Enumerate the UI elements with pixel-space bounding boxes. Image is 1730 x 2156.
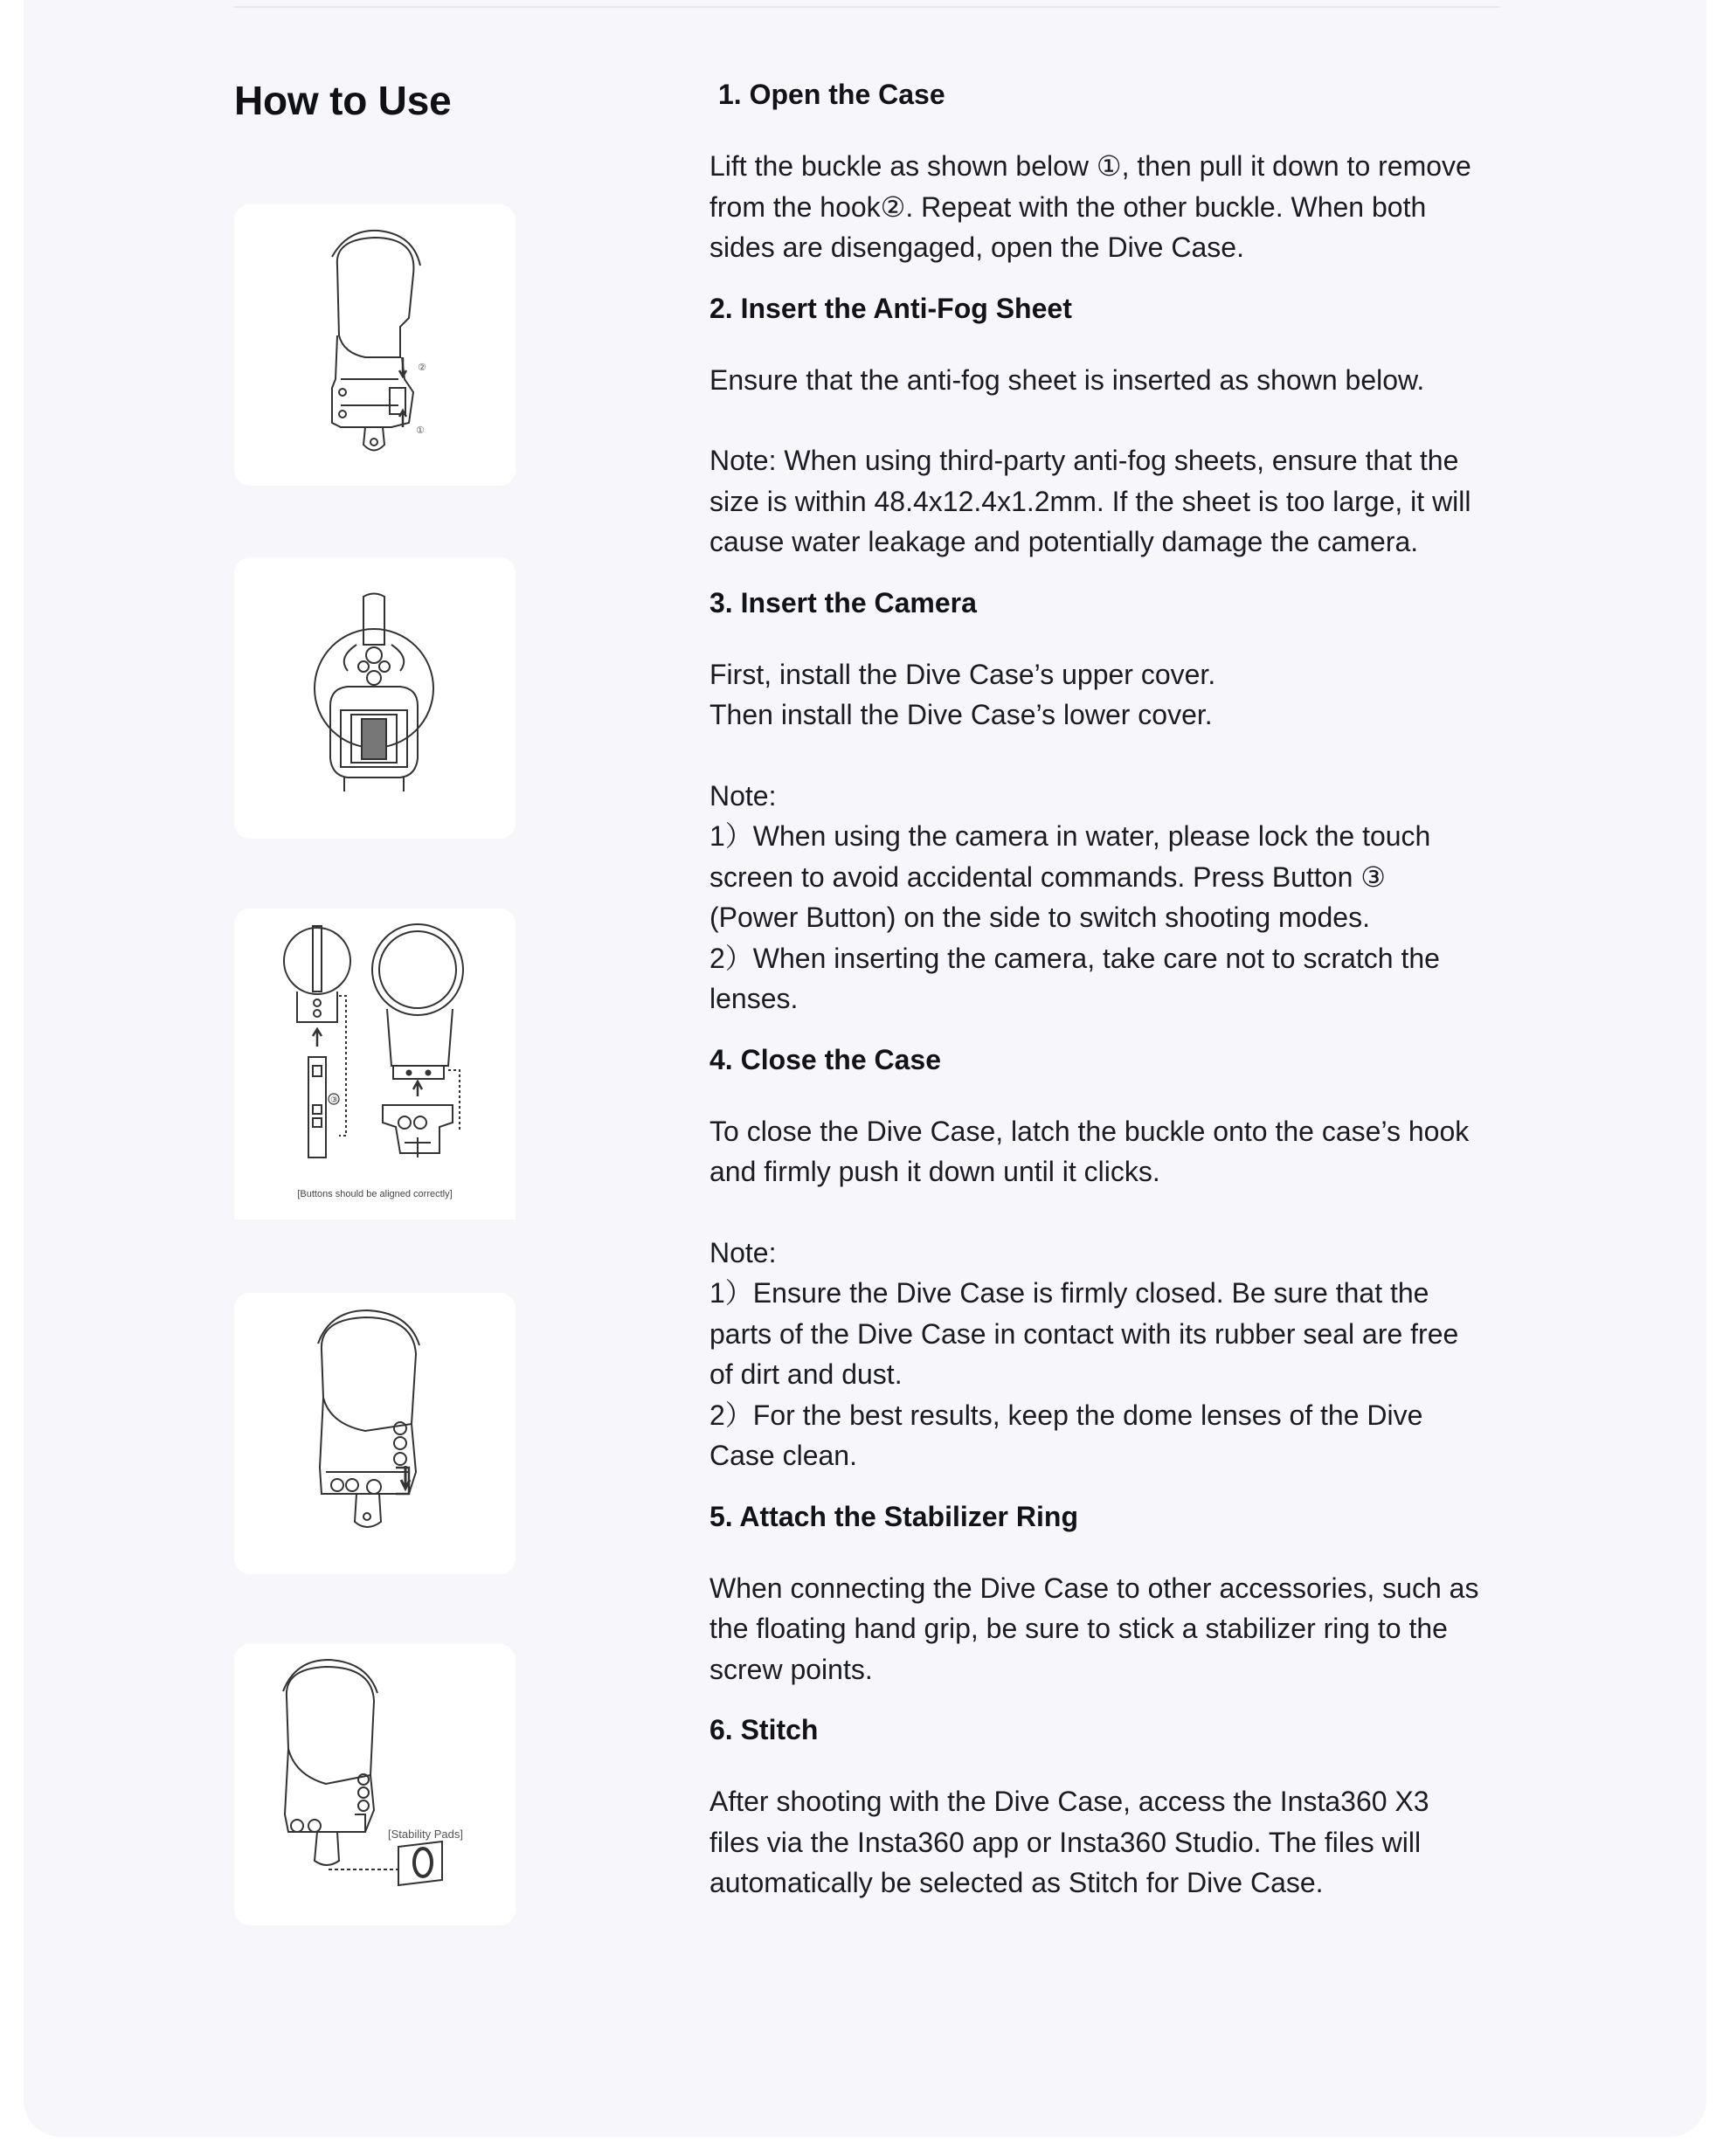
body-line: the floating hand grip, be sure to stick a stabilizer ring to the [709,1613,1448,1644]
step-title: 4. Close the Case [709,1043,941,1075]
body-line: from the hook②. Repeat with the other buckle. When both [709,190,1427,223]
callout-2: ② [418,362,426,373]
step-body [709,146,1496,268]
stabilizer-ring-illustration [234,1644,516,1925]
step-6 [709,1705,1496,1904]
step-title: 6. Stitch [709,1714,819,1745]
figure-stabilizer-ring [234,1644,516,1925]
step-title: 5. Attach the Stabilizer Ring [709,1500,1078,1532]
figure-caption-stability-pads: [Stability Pads] [388,1828,463,1841]
step-body [709,1568,1496,1690]
step-note [709,776,1496,1019]
step-body [709,654,1496,736]
step-body [709,1781,1496,1904]
figure-insert-camera [234,909,516,1220]
note-line: (Power Button) on the side to switch shooting modes. [709,902,1370,933]
body-line: After shooting with the Dive Case, access the Insta360 X3 [709,1786,1429,1817]
note-line: parts of the Dive Case in contact with its rubber seal are free [709,1317,1459,1350]
note-line: Note: [709,779,777,812]
figure-caption-buttons: [Buttons should be aligned correctly] [297,1189,453,1199]
note-line: 1）Ensure the Dive Case is firmly closed. Be sure that the [709,1277,1429,1309]
body-line: screw points. [709,1653,873,1685]
figure-close-case [234,1293,516,1574]
figure-anti-fog [234,557,516,839]
body-line: Lift the buckle as shown below ①, then pull it down to remove [709,150,1471,182]
note-line: Note: [709,1236,777,1268]
note-line: 2）When inserting the camera, take care not to scratch the [709,942,1440,974]
note-line: size is within 48.4x12.4x1.2mm. If the sheet is too large, it will [709,485,1471,517]
steps-content [709,70,1496,1904]
step-2 [709,284,1496,563]
note-line: cause water leakage and potentially damage the camera. [709,526,1419,557]
body-line: When connecting the Dive Case to other accessories, such as [709,1572,1479,1604]
step-title: 2. Insert the Anti-Fog Sheet [709,292,1072,324]
body-line: and firmly push it down until it clicks. [709,1156,1160,1187]
section-title: How to Use [234,78,452,123]
callout-3: ③ [330,1095,338,1105]
dive-case-buckle-illustration [234,204,516,486]
top-divider [234,6,1499,8]
step-note [709,1233,1496,1476]
step-1 [709,70,1496,268]
body-line: To close the Dive Case, latch the buckle onto the case’s hook [709,1115,1470,1147]
note-line: screen to avoid accidental commands. Press Button ③ [709,860,1386,893]
callout-1: ① [416,425,425,436]
note-line: Note: When using third-party anti-fog sheets, ensure that the [709,445,1459,476]
body-line: First, install the Dive Case’s upper cover. [709,658,1216,690]
body-line: automatically be selected as Stitch for Dive Case. [709,1867,1324,1898]
note-line: of dirt and dust. [709,1358,903,1390]
figure-open-case [234,204,516,486]
body-line: sides are disengaged, open the Dive Case. [709,231,1244,263]
step-title: 3. Insert the Camera [709,586,977,618]
close-case-illustration [234,1293,516,1574]
body-line: Ensure that the anti-fog sheet is inserted as shown below. [709,363,1425,396]
camera-insertion-illustration [234,909,516,1220]
body-line: files via the Insta360 app or Insta360 Studio. The files will [709,1826,1422,1858]
note-line: Case clean. [709,1440,857,1471]
anti-fog-sheet-illustration [234,557,516,839]
step-4 [709,1035,1496,1476]
note-line: lenses. [709,983,799,1014]
note-line: 2）For the best results, keep the dome lenses of the Dive [709,1399,1423,1431]
step-3 [709,578,1496,1019]
step-note [709,440,1496,563]
step-5 [709,1492,1496,1690]
body-line: Then install the Dive Case’s lower cover. [709,699,1213,730]
step-title: 1. Open the Case [718,79,945,110]
step-body [709,1111,1496,1192]
note-line: 1）When using the camera in water, please lock the touch [709,820,1431,852]
step-body [709,360,1496,401]
